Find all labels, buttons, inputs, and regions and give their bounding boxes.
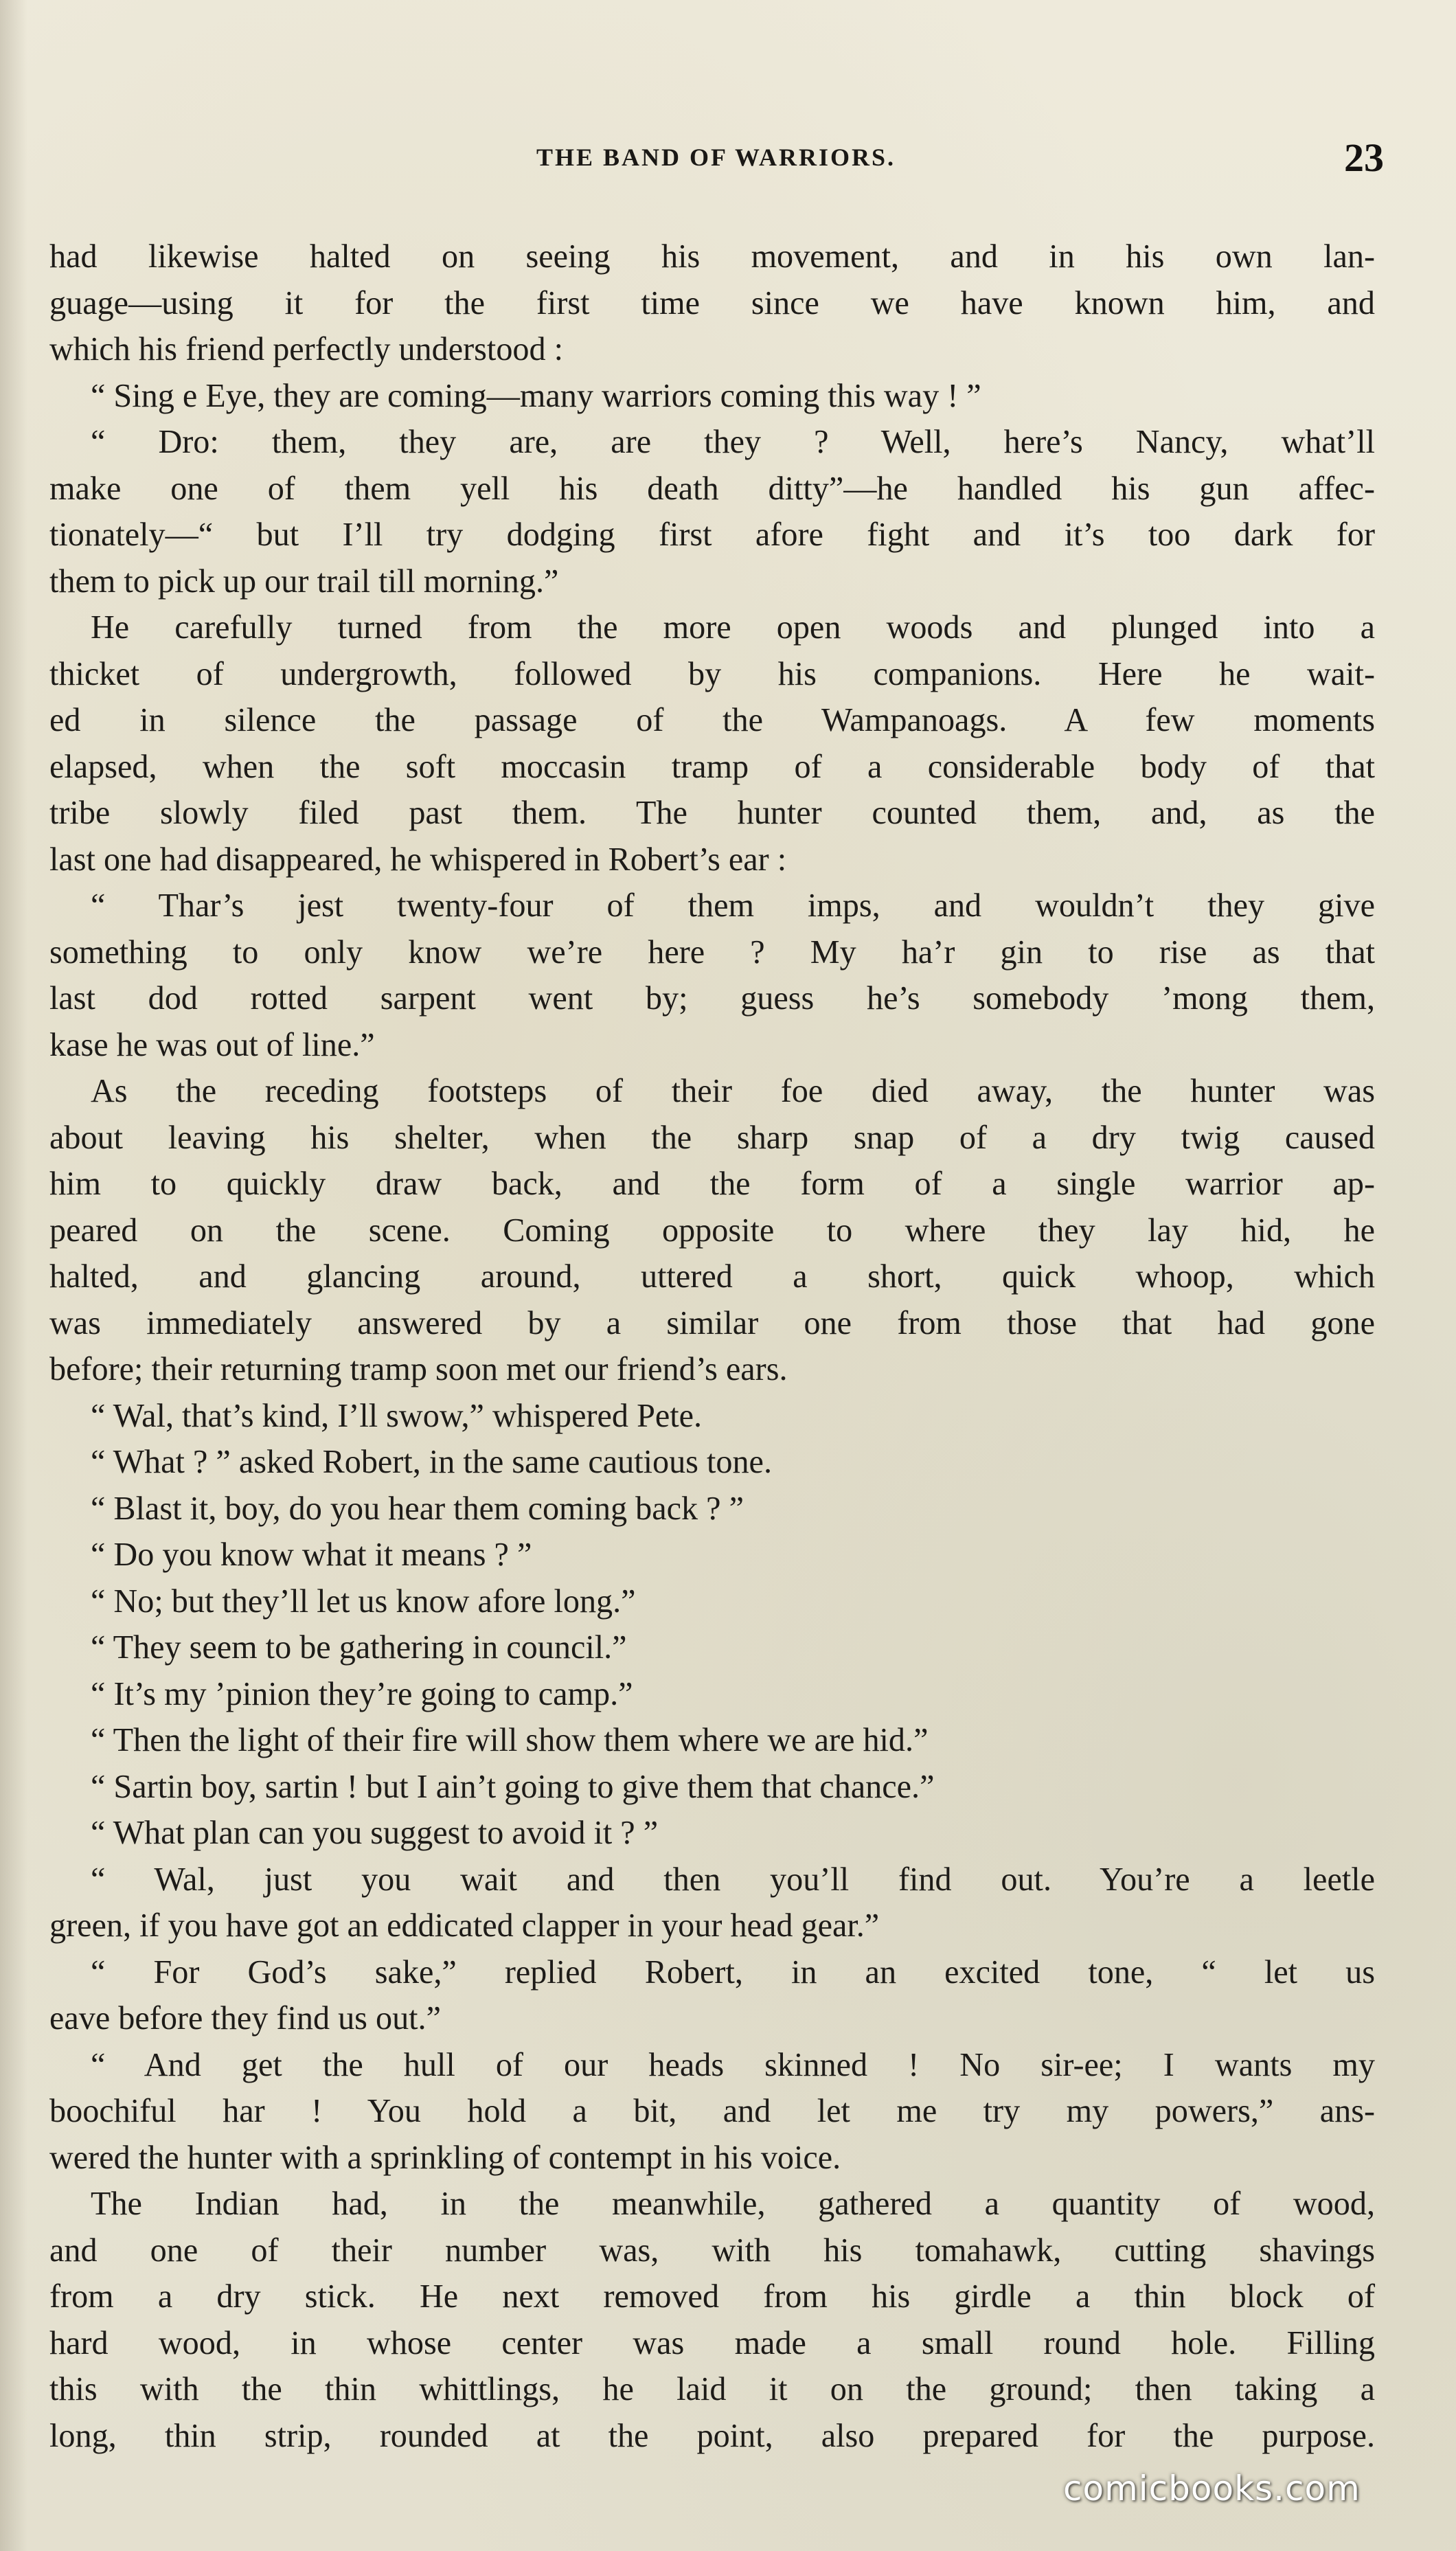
text-line: which his friend perfectly understood : <box>49 331 564 367</box>
text-line: “ It’s my ’pinion they’re going to camp.” <box>91 1675 633 1712</box>
text-line: and one of their number was, with his tomahawk, cutting shavings <box>49 2232 1375 2269</box>
text-line: eave before they find us out.” <box>49 2000 441 2037</box>
text-line: wered the hunter with a sprinkling of contempt in his voice. <box>49 2139 841 2176</box>
text-line: green, if you have got an eddicated clapper in your head gear.” <box>49 1907 880 1944</box>
text-line: “ Dro: them, they are, are they ? Well, here’s Nancy, what’ll <box>91 424 1375 460</box>
text-line: “ Then the light of their fire will show them where we are hid.” <box>91 1722 929 1758</box>
text-line: As the receding footsteps of their foe died away, the hunter was <box>91 1073 1375 1109</box>
text-line: make one of them yell his death ditty”—he handled his gun affec- <box>49 470 1375 507</box>
page-number: 23 <box>1344 135 1384 180</box>
watermark-comicbooks: comicbooks.com <box>1063 2469 1361 2508</box>
text-line: hard wood, in whose center was made a small round hole. Filling <box>49 2324 1375 2361</box>
text-line: something to only know we’re here ? My ha’r gin to rise as that <box>49 933 1375 971</box>
text-line: thicket of undergrowth, followed by his companions. Here he wait- <box>49 655 1375 692</box>
text-line: this with the thin whittlings, he laid it on the ground; then taking a <box>49 2371 1375 2407</box>
text-line: boochiful har ! You hold a bit, and let me try my powers,” ans- <box>49 2093 1375 2129</box>
text-line: long, thin strip, rounded at the point, also prepared for the purpose. <box>49 2417 1375 2454</box>
page-gutter-shadow <box>0 0 27 2551</box>
text-line: “ What plan can you suggest to avoid it ? ” <box>91 1815 659 1851</box>
text-line: from a dry stick. He next removed from his girdle a thin block of <box>49 2278 1375 2315</box>
text-line: peared on the scene. Coming opposite to where they lay hid, he <box>49 1212 1375 1249</box>
text-line: “ Blast it, boy, do you hear them coming back ? ” <box>91 1490 744 1527</box>
text-line: before; their returning tramp soon met our friend’s ears. <box>49 1351 788 1387</box>
text-line: “ Thar’s jest twenty-four of them imps, and wouldn’t they give <box>91 887 1375 924</box>
text-line: him to quickly draw back, and the form of a single warrior ap- <box>49 1166 1375 1202</box>
text-line: “ Do you know what it means ? ” <box>91 1537 532 1573</box>
text-line: The Indian had, in the meanwhile, gathered a quantity of wood, <box>91 2186 1375 2222</box>
text-line: “ They seem to be gathering in council.” <box>91 1629 627 1666</box>
text-line: ed in silence the passage of the Wampanoags. A few moments <box>49 702 1375 738</box>
text-line: last one had disappeared, he whispered in Robert’s ear : <box>49 841 787 878</box>
text-line: “ Sartin boy, sartin ! but I ain’t going to give them that chance.” <box>91 1768 935 1805</box>
text-line: tionately—“ but I’ll try dodging first afore fight and it’s too dark for <box>49 517 1375 553</box>
text-line: “ What ? ” asked Robert, in the same cautious tone. <box>91 1444 772 1480</box>
text-line: “ And get the hull of our heads skinned ! No sir-ee; I wants my <box>91 2046 1375 2083</box>
text-line: “ Wal, that’s kind, I’ll swow,” whispered Pete. <box>91 1397 703 1434</box>
text-line: about leaving his shelter, when the sharp snap of a dry twig caused <box>49 1119 1375 1156</box>
text-line: was immediately answered by a similar one from those that had gone <box>49 1304 1375 1341</box>
text-line: them to pick up our trail till morning.” <box>49 563 559 600</box>
text-line: kase he was out of line.” <box>49 1026 375 1063</box>
text-line: “ No; but they’ll let us know afore long.” <box>91 1583 636 1620</box>
running-head <box>48 135 1384 183</box>
text-line: guage—using it for the first time since we have known him, and <box>49 284 1375 321</box>
body-text <box>49 234 1375 2454</box>
text-line: last dod rotted sarpent went by; guess he’s somebody ’mong them, <box>49 980 1375 1017</box>
text-line: “ Sing e Eye, they are coming—many warriors coming this way ! ” <box>91 377 981 414</box>
text-line: “ For God’s sake,” replied Robert, in an excited tone, “ let us <box>91 1953 1375 1991</box>
text-line: halted, and glancing around, uttered a short, quick whoop, which <box>49 1258 1375 1295</box>
running-title: THE BAND OF WARRIORS. <box>536 144 896 171</box>
text-line: “ Wal, just you wait and then you’ll find out. You’re a leetle <box>91 1861 1375 1898</box>
text-line: He carefully turned from the more open woods and plunged into a <box>91 609 1375 646</box>
text-line: tribe slowly filed past them. The hunter counted them, and, as the <box>49 795 1375 831</box>
text-line: elapsed, when the soft moccasin tramp of a considerable body of that <box>49 748 1375 785</box>
text-line: had likewise halted on seeing his movement, and in his own lan- <box>49 238 1375 275</box>
